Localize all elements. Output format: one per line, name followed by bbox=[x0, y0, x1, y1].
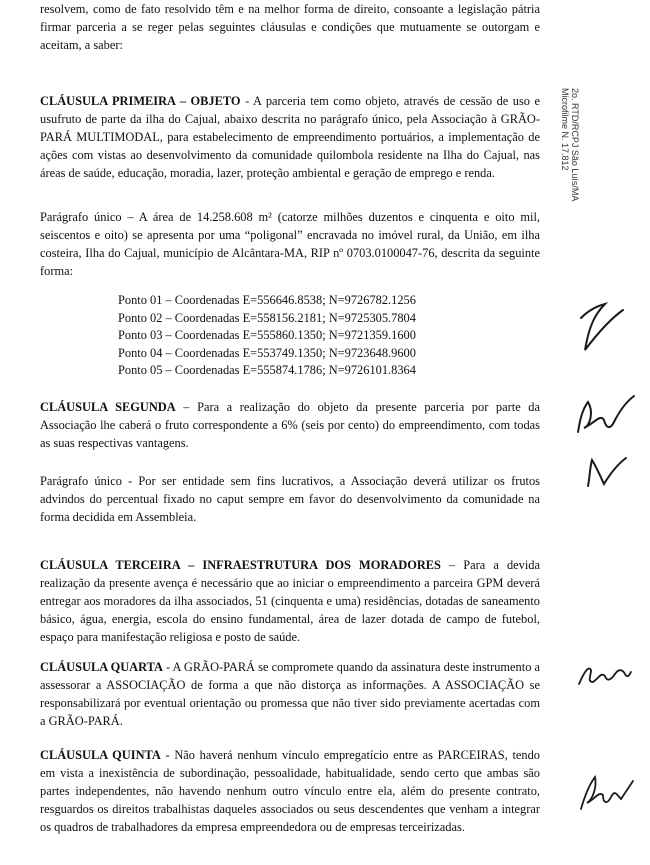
clause-segunda-text: – Para a realização do objeto da presente parceria por parte da Associação lhe caberá o fruto correspondente a 6% (seis por cento) do empreendimento, com todas as suas respectivas vantagens. bbox=[40, 400, 540, 450]
initials-signature-4 bbox=[575, 656, 635, 696]
clause-terceira bbox=[40, 556, 540, 646]
paragrafo-unico-2: Parágrafo único - Por ser entidade sem fins lucrativos, a Associação deverá utilizar os frutos advindos do percentual fixado no caput sempre em favor do desenvolvimento da comunidade na forma decidida em Assembleia. bbox=[40, 474, 540, 524]
initials-signature-5 bbox=[575, 765, 635, 820]
coordinates-list bbox=[118, 292, 416, 380]
paragrafo-unico-1: Parágrafo único – A área de 14.258.608 m² (catorze milhões duzentos e cinquenta e oito mil, seiscentos e oito) se apresenta por uma “poligonal” encravada no imóvel rural, da União, em ilha costeira, Ilha do Cajual, município de Alcântara-MA, RIP nº 0703.0100047-76, descrita da seguinte forma: bbox=[40, 210, 540, 278]
intro-paragraph: resolvem, como de fato resolvido têm e na melhor forma de direito, consoante a legislação pátria firmar parceria a se reger pelas seguintes cláusulas e condições que mutuamente se outorgam e aceitam, a saber: bbox=[40, 2, 540, 52]
clause-primeira bbox=[40, 92, 540, 182]
coordinate-point: Ponto 04 – Coordenadas E=553749.1350; N=9723648.9600 bbox=[118, 345, 416, 360]
registry-stamp-line1: 2o. RTD/RCPJ São Luís/MA bbox=[570, 88, 580, 202]
clause-quinta-text: - Não haverá nenhum vínculo empregatício entre as PARCEIRAS, tendo em vista a inexistência de subordinação, pessoalidade, habitualidade, sendo certo que ambas são partes independentes, não havendo nenhum outro vínculo entre ela, além do presente contrato, resguardos os direitos trabalhistas daqueles associados ou seus descendentes que venham a integrar os quadros de trabalhadores da empresa empreendedora ou de empresas terceirizadas. bbox=[40, 748, 540, 834]
coordinate-point: Ponto 02 – Coordenadas E=558156.2181; N=9725305.7804 bbox=[118, 310, 416, 325]
clause-quarta-heading: CLÁUSULA QUARTA bbox=[40, 660, 163, 674]
initials-signature-3 bbox=[582, 452, 632, 492]
coordinate-point: Ponto 05 – Coordenadas E=555874.1786; N=9726101.8364 bbox=[118, 363, 416, 377]
clause-primeira-heading: CLÁUSULA PRIMEIRA – OBJETO bbox=[40, 94, 241, 108]
clause-quinta bbox=[40, 746, 540, 836]
clause-primeira-text: - A parceria tem como objeto, através de cessão de uso e usufruto de parte da ilha do Cajual, abaixo descrita no parágrafo único, pela Associação à GRÃO-PARÁ MULTIMODAL, para estabelecimento de empreendimento portuários, a implementação de ações com vistas ao desenvolvimento da comunidade quilombola residente na Ilha do Cajual, nas áreas de saúde, educação, moradia, lazer, proteção ambiental e geração de emprego e renda. bbox=[40, 94, 540, 180]
registry-stamp bbox=[560, 88, 580, 298]
initials-signature-1 bbox=[575, 300, 635, 360]
clause-segunda bbox=[40, 398, 540, 452]
clause-terceira-text: – Para a devida realização da presente avença é necessário que ao iniciar o empreendimento a parceira GPM deverá entregar aos moradores da ilha associados, 51 (cinquenta e uma) residências, dotadas de saneamento básico, água, energia, escola do ensino fundamental, área de lazer dotada de campo de futebol, espaço para manifestação religiosa e posto de saúde. bbox=[40, 558, 540, 644]
clause-quarta bbox=[40, 658, 540, 730]
clause-quinta-heading: CLÁUSULA QUINTA bbox=[40, 748, 161, 762]
registry-stamp-line2: Microfilme N. 17.812 bbox=[560, 88, 570, 171]
clause-segunda-heading: CLÁUSULA SEGUNDA bbox=[40, 400, 176, 414]
initials-signature-2 bbox=[570, 392, 640, 442]
clause-quarta-text: - A GRÃO-PARÁ se compromete quando da assinatura deste instrumento a assessorar a ASSOCIAÇÃO de forma a que não distorça as informações. A ASSOCIAÇÃO se responsabilizará por eventual orientação ou promessa que não tiver sido previamente acertadas com a GRÃO-PARÁ. bbox=[40, 660, 540, 728]
coordinate-point: Ponto 03 – Coordenadas E=555860.1350; N=9721359.1600 bbox=[118, 328, 416, 342]
clause-terceira-heading: CLÁUSULA TERCEIRA – INFRAESTRUTURA DOS MORADORES bbox=[40, 558, 441, 572]
coordinate-point: Ponto 01 – Coordenadas E=556646.8538; N=9726782.1256 bbox=[118, 293, 416, 307]
